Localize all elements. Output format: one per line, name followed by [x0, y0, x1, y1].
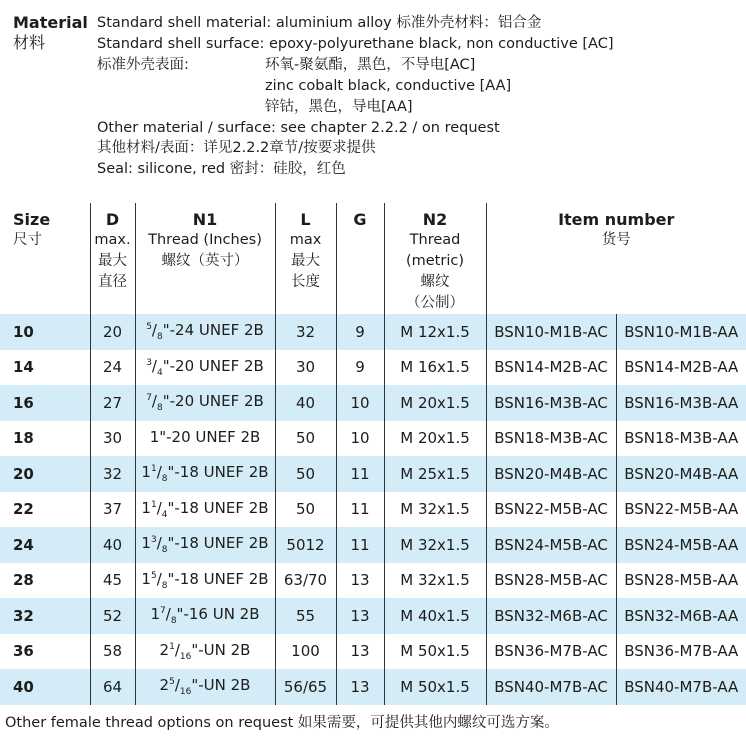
header-l: L max 最大 长度 [275, 203, 336, 314]
cell-l: 40 [275, 385, 336, 421]
thread-spec: "-20 UNEF 2B [162, 356, 264, 375]
cell-item-aa: BSN40-M7B-AA [616, 669, 746, 705]
cell-d: 30 [90, 421, 135, 457]
thread-denominator: 16 [179, 651, 192, 662]
cell-n2: M 32x1.5 [384, 563, 486, 599]
material-line: Standard shell material: aluminium alloy 标准外壳材料：铝合金 [97, 15, 542, 31]
table-row [0, 421, 746, 457]
cell-size: 18 [13, 429, 34, 448]
header-sub: 最大 [98, 253, 127, 269]
table-row [0, 350, 746, 386]
thread-whole: 1 [141, 463, 151, 482]
cell-g: 9 [336, 350, 384, 386]
thread-denominator: 8 [161, 545, 168, 556]
header-sub: Thread (Inches) [148, 232, 262, 248]
thread-denominator: 16 [179, 687, 192, 698]
material-description [97, 13, 614, 180]
table-header-row [0, 203, 746, 314]
header-sub: 长度 [291, 274, 320, 290]
cell-g: 13 [336, 598, 384, 634]
thread-numerator: 5 [169, 677, 175, 688]
material-line: Seal: silicone, red 密封：硅胶，红色 [97, 161, 346, 178]
cell-g: 13 [336, 563, 384, 599]
thread-spec: "-18 UNEF 2B [167, 534, 269, 553]
cell-thread [135, 350, 275, 386]
cell-item-aa: BSN22-M5B-AA [616, 492, 746, 528]
thread-denominator: 4 [161, 509, 168, 520]
material-line: Standard shell surface: epoxy-polyurethane black, non conductive [AC] [97, 35, 614, 52]
thread-whole: 1 [150, 605, 161, 624]
table-row [0, 456, 746, 492]
material-line: zinc cobalt black, conductive [AA] [265, 77, 512, 94]
cell-n2: M 32x1.5 [384, 492, 486, 528]
cell-n2: M 20x1.5 [384, 421, 486, 457]
cell-d: 40 [90, 527, 135, 563]
thread-numerator: 5 [150, 570, 157, 581]
thread-slash: / [156, 534, 162, 553]
cell-size: 24 [0, 527, 90, 563]
material-line: 锌钴，黑色，导电[AA] [265, 98, 413, 115]
header-sub: 货号 [601, 232, 631, 248]
header-sub: max. [94, 232, 131, 248]
cell-l: 5012 [275, 527, 336, 563]
header-sub: Thread [409, 232, 461, 248]
thread-slash: / [156, 463, 162, 482]
cell-item-aa: BSN24-M5B-AA [616, 527, 746, 563]
cell-n2: M 25x1.5 [384, 456, 486, 492]
cell-n2: M 16x1.5 [384, 350, 486, 386]
cell-item-ac: BSN20-M4B-AC [486, 456, 616, 492]
cell-size: 20 [0, 456, 90, 492]
thread-spec: "-18 UNEF 2B [167, 463, 269, 482]
header-sub: 螺纹（英寸） [161, 253, 249, 269]
thread-whole: 1 [141, 498, 151, 517]
cell-thread [135, 527, 275, 563]
table-row [0, 492, 746, 528]
thread-whole: 2 [159, 676, 170, 695]
material-line: 环氧-聚氨酯，黑色，不导电[AC] [265, 56, 476, 73]
header-sub: (metric) [405, 253, 464, 269]
material-line: 其他材料/表面：详见2.2.2章节/按要求提供 [97, 140, 376, 157]
thread-spec: "-20 UNEF 2B [162, 392, 264, 411]
header-g: G [336, 203, 384, 314]
material-section [0, 0, 746, 190]
cell-n2: M 50x1.5 [384, 634, 486, 670]
cell-size: 28 [13, 571, 34, 590]
cell-item-ac: BSN32-M6B-AC [486, 598, 616, 634]
cell-n2: M 50x1.5 [384, 669, 486, 705]
cell-size: 16 [0, 385, 90, 421]
thread-numerator: 3 [150, 535, 157, 546]
cell-d: 37 [90, 492, 135, 528]
header-item-number: Item number 货号 [486, 203, 746, 314]
cell-thread [135, 492, 275, 528]
table-row [0, 669, 746, 705]
spec-table [0, 203, 746, 705]
cell-size: 32 [0, 598, 90, 634]
table-row [0, 634, 746, 670]
thread-numerator: 7 [160, 606, 166, 617]
cell-item-ac: BSN14-M2B-AC [486, 350, 616, 386]
cell-g: 10 [336, 421, 384, 457]
header-sub: 尺寸 [13, 232, 42, 248]
thread-slash: / [151, 321, 157, 340]
thread-spec: "-16 UN 2B [176, 605, 260, 624]
cell-item-aa: BSN28-M5B-AA [616, 563, 746, 599]
cell-n2: M 12x1.5 [384, 314, 486, 350]
cell-l: 100 [275, 634, 336, 670]
thread-denominator: 8 [161, 580, 168, 591]
cell-item-aa: BSN20-M4B-AA [616, 456, 746, 492]
cell-l: 50 [275, 492, 336, 528]
thread-spec: "-18 UNEF 2B [167, 498, 269, 517]
thread-denominator: 8 [156, 403, 163, 414]
cell-d: 58 [90, 634, 135, 670]
table-row [0, 598, 746, 634]
cell-g: 11 [336, 456, 384, 492]
cell-thread [135, 314, 275, 350]
cell-thread [135, 669, 275, 705]
cell-thread [135, 634, 275, 670]
cell-g: 13 [336, 634, 384, 670]
header-n1: N1 Thread (Inches) 螺纹（英寸） [135, 203, 275, 314]
cell-item-aa: BSN36-M7B-AA [616, 634, 746, 670]
cell-item-ac: BSN40-M7B-AC [486, 669, 616, 705]
cell-d: 45 [90, 563, 135, 599]
cell-thread [135, 385, 275, 421]
cell-l: 55 [275, 598, 336, 634]
cell-item-ac: BSN24-M5B-AC [486, 527, 616, 563]
thread-spec: "-24 UNEF 2B [162, 321, 264, 340]
cell-d: 20 [90, 314, 135, 350]
header-sub: max [289, 232, 322, 248]
cell-item-ac: BSN22-M5B-AC [486, 492, 616, 528]
thread-slash: / [174, 640, 180, 659]
cell-size: 36 [13, 642, 34, 661]
table-row [0, 527, 746, 563]
thread-denominator: 8 [170, 616, 177, 627]
cell-item-ac: BSN28-M5B-AC [486, 563, 616, 599]
cell-thread [135, 598, 275, 634]
cell-size: 14 [13, 358, 34, 377]
cell-d: 64 [90, 669, 135, 705]
thread-whole: 1 [141, 569, 151, 588]
cell-size: 10 [0, 314, 90, 350]
cell-item-ac: BSN36-M7B-AC [486, 634, 616, 670]
cell-g: 10 [336, 385, 384, 421]
thread-denominator: 4 [156, 367, 163, 378]
thread-whole: 2 [159, 640, 170, 659]
cell-l: 63/70 [275, 563, 336, 599]
table-row [0, 563, 746, 599]
thread-denominator: 8 [161, 474, 168, 485]
cell-size: 40 [0, 669, 90, 705]
cell-thread [135, 563, 275, 599]
cell-g: 13 [336, 669, 384, 705]
cell-item-aa: BSN10-M1B-AA [616, 314, 746, 350]
thread-slash: / [151, 356, 157, 375]
thread-slash: / [174, 676, 180, 695]
cell-n2: M 40x1.5 [384, 598, 486, 634]
cell-thread [135, 421, 275, 457]
thread-denominator: 8 [156, 332, 163, 343]
header-sub: 螺纹 [420, 274, 450, 290]
cell-n2: M 32x1.5 [384, 527, 486, 563]
thread-numerator: 1 [169, 641, 175, 652]
cell-item-ac: BSN16-M3B-AC [486, 385, 616, 421]
header-d: D max. 最大 直径 [90, 203, 135, 314]
header-sub: （公制） [406, 295, 464, 311]
cell-d: 52 [90, 598, 135, 634]
thread-whole: 1 [149, 427, 160, 446]
cell-item-aa: BSN32-M6B-AA [616, 598, 746, 634]
header-sub: 最大 [291, 253, 320, 269]
thread-numerator: 1 [150, 464, 157, 475]
header-n2: N2 Thread (metric) 螺纹 （公制） [384, 203, 486, 314]
material-line: Other material / surface: see chapter 2.2.2 / on request [97, 119, 500, 136]
thread-slash: / [156, 569, 162, 588]
table-row [0, 385, 746, 421]
cell-l: 30 [275, 350, 336, 386]
header-sub: 直径 [98, 274, 127, 290]
material-label-en: Material [13, 13, 88, 32]
thread-whole: 1 [141, 534, 151, 553]
thread-slash: / [165, 605, 171, 624]
thread-spec: "-18 UNEF 2B [167, 569, 269, 588]
thread-numerator: 3 [146, 357, 152, 368]
cell-d: 27 [90, 385, 135, 421]
cell-thread [135, 456, 275, 492]
cell-size: 22 [13, 500, 34, 519]
material-label-zh: 材料 [13, 33, 46, 52]
thread-slash: / [151, 392, 157, 411]
thread-numerator: 7 [146, 393, 152, 404]
footer-note: Other female thread options on request 如果需要，可提供其他内螺纹可选方案。 [5, 715, 559, 731]
cell-l: 50 [275, 421, 336, 457]
header-size: Size 尺寸 [13, 210, 51, 248]
cell-item-aa: BSN14-M2B-AA [616, 350, 746, 386]
cell-g: 9 [336, 314, 384, 350]
cell-g: 11 [336, 527, 384, 563]
cell-l: 32 [275, 314, 336, 350]
thread-numerator: 1 [150, 499, 157, 510]
thread-spec: "-UN 2B [191, 676, 251, 695]
thread-spec: "-UN 2B [191, 640, 251, 659]
thread-numerator: 5 [146, 322, 152, 333]
material-label [13, 13, 88, 53]
cell-n2: M 20x1.5 [384, 385, 486, 421]
material-line: 标准外壳表面: [97, 56, 189, 73]
thread-spec: "-20 UNEF 2B [159, 427, 261, 446]
cell-item-ac: BSN10-M1B-AC [486, 314, 616, 350]
cell-d: 24 [90, 350, 135, 386]
table-body [0, 314, 746, 705]
cell-d: 32 [90, 456, 135, 492]
table-row [0, 314, 746, 350]
cell-l: 50 [275, 456, 336, 492]
cell-l: 56/65 [275, 669, 336, 705]
thread-slash: / [156, 498, 162, 517]
cell-g: 11 [336, 492, 384, 528]
cell-item-aa: BSN18-M3B-AA [616, 421, 746, 457]
cell-item-aa: BSN16-M3B-AA [616, 385, 746, 421]
cell-item-ac: BSN18-M3B-AC [486, 421, 616, 457]
